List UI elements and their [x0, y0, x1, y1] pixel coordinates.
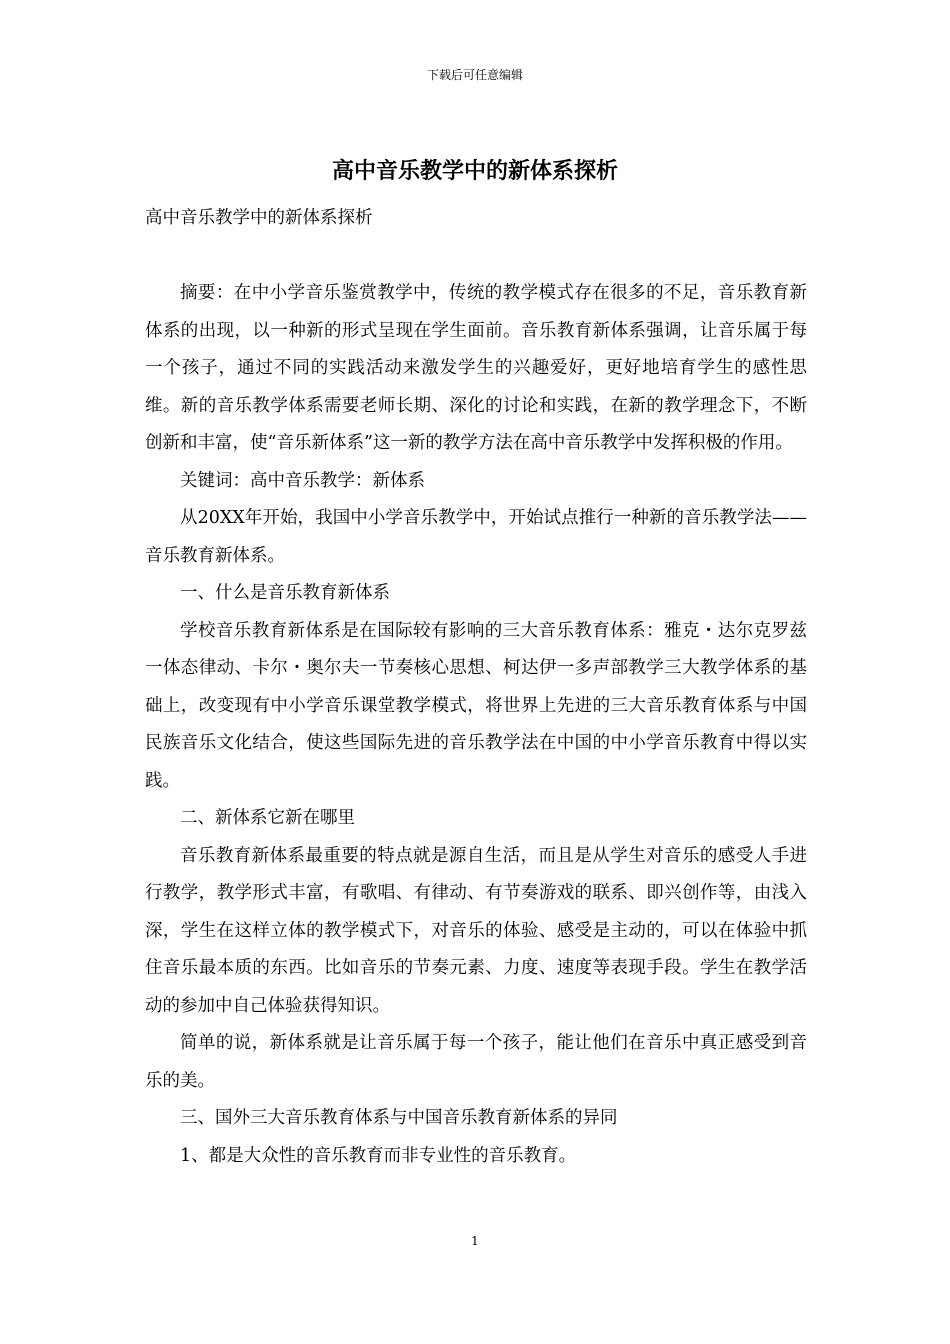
section-heading-3: 三、国外三大音乐教育体系与中国音乐教育新体系的异同 [180, 1108, 618, 1128]
section-3-item-1: 1、都是大众性的音乐教育而非专业性的音乐教育。 [180, 1145, 577, 1166]
document-subtitle: 高中音乐教学中的新体系探析 [145, 208, 373, 228]
header-note: 下载后可任意编辑 [426, 68, 523, 82]
section-2-paragraph: 音乐教育新体系最重要的特点就是源自生活，而且是从学生对音乐的感受人手进行教学，教学形式丰富，有歌唱、有律动、有节奏游戏的联系、即兴创作等，由浅入深，学生在这样立体的教学模式下，对音乐的体验、感受是主动的，可以在体验中抓住音乐最本质的东西。比如音乐的节奏元素、力度、速度等表现手段。学生在教学活动的参加中自己体验获得知识。 [145, 845, 807, 1016]
section-1-paragraph: 学校音乐教育新体系是在国际较有影响的三大音乐教育体系：雅克・达尔克罗兹一体态律动、卡尔・奥尔夫一节奏核心思想、柯达伊一多声部教学三大教学体系的基础上，改变现有中小学音乐课堂教学模式，将世界上先进的三大音乐教育体系与中国民族音乐文化结合，使这些国际先进的音乐教学法在中国的中小学音乐教育中得以实践。 [145, 620, 807, 791]
page-number: 1 [471, 1234, 479, 1248]
document-body [145, 200, 807, 1175]
section-2-summary-paragraph: 简单的说，新体系就是让音乐属于每一个孩子，能让他们在音乐中真正感受到音乐的美。 [145, 1033, 807, 1091]
document-title: 高中音乐教学中的新体系探析 [331, 158, 618, 184]
section-heading-2: 二、新体系它新在哪里 [180, 808, 355, 828]
section-heading-1: 一、什么是音乐教育新体系 [180, 583, 390, 603]
keywords-paragraph: 关键词：高中音乐教学：新体系 [180, 470, 425, 491]
abstract-paragraph: 摘要：在中小学音乐鉴赏教学中，传统的教学模式存在很多的不足，音乐教育新体系的出现，以一种新的形式呈现在学生面前。音乐教育新体系强调，让音乐属于每一个孩子，通过不同的实践活动来激发学生的兴趣爱好，更好地培育学生的感性思维。新的音乐教学体系需要老师长期、深化的讨论和实践，在新的教学理念下，不断创新和丰富，使“音乐新体系”这一新的教学方法在高中音乐教学中发挥积极的作用。 [145, 283, 807, 453]
intro-paragraph: 从20XX年开始，我国中小学音乐教学中，开始试点推行一种新的音乐教学法——音乐教育新体系。 [145, 508, 807, 566]
